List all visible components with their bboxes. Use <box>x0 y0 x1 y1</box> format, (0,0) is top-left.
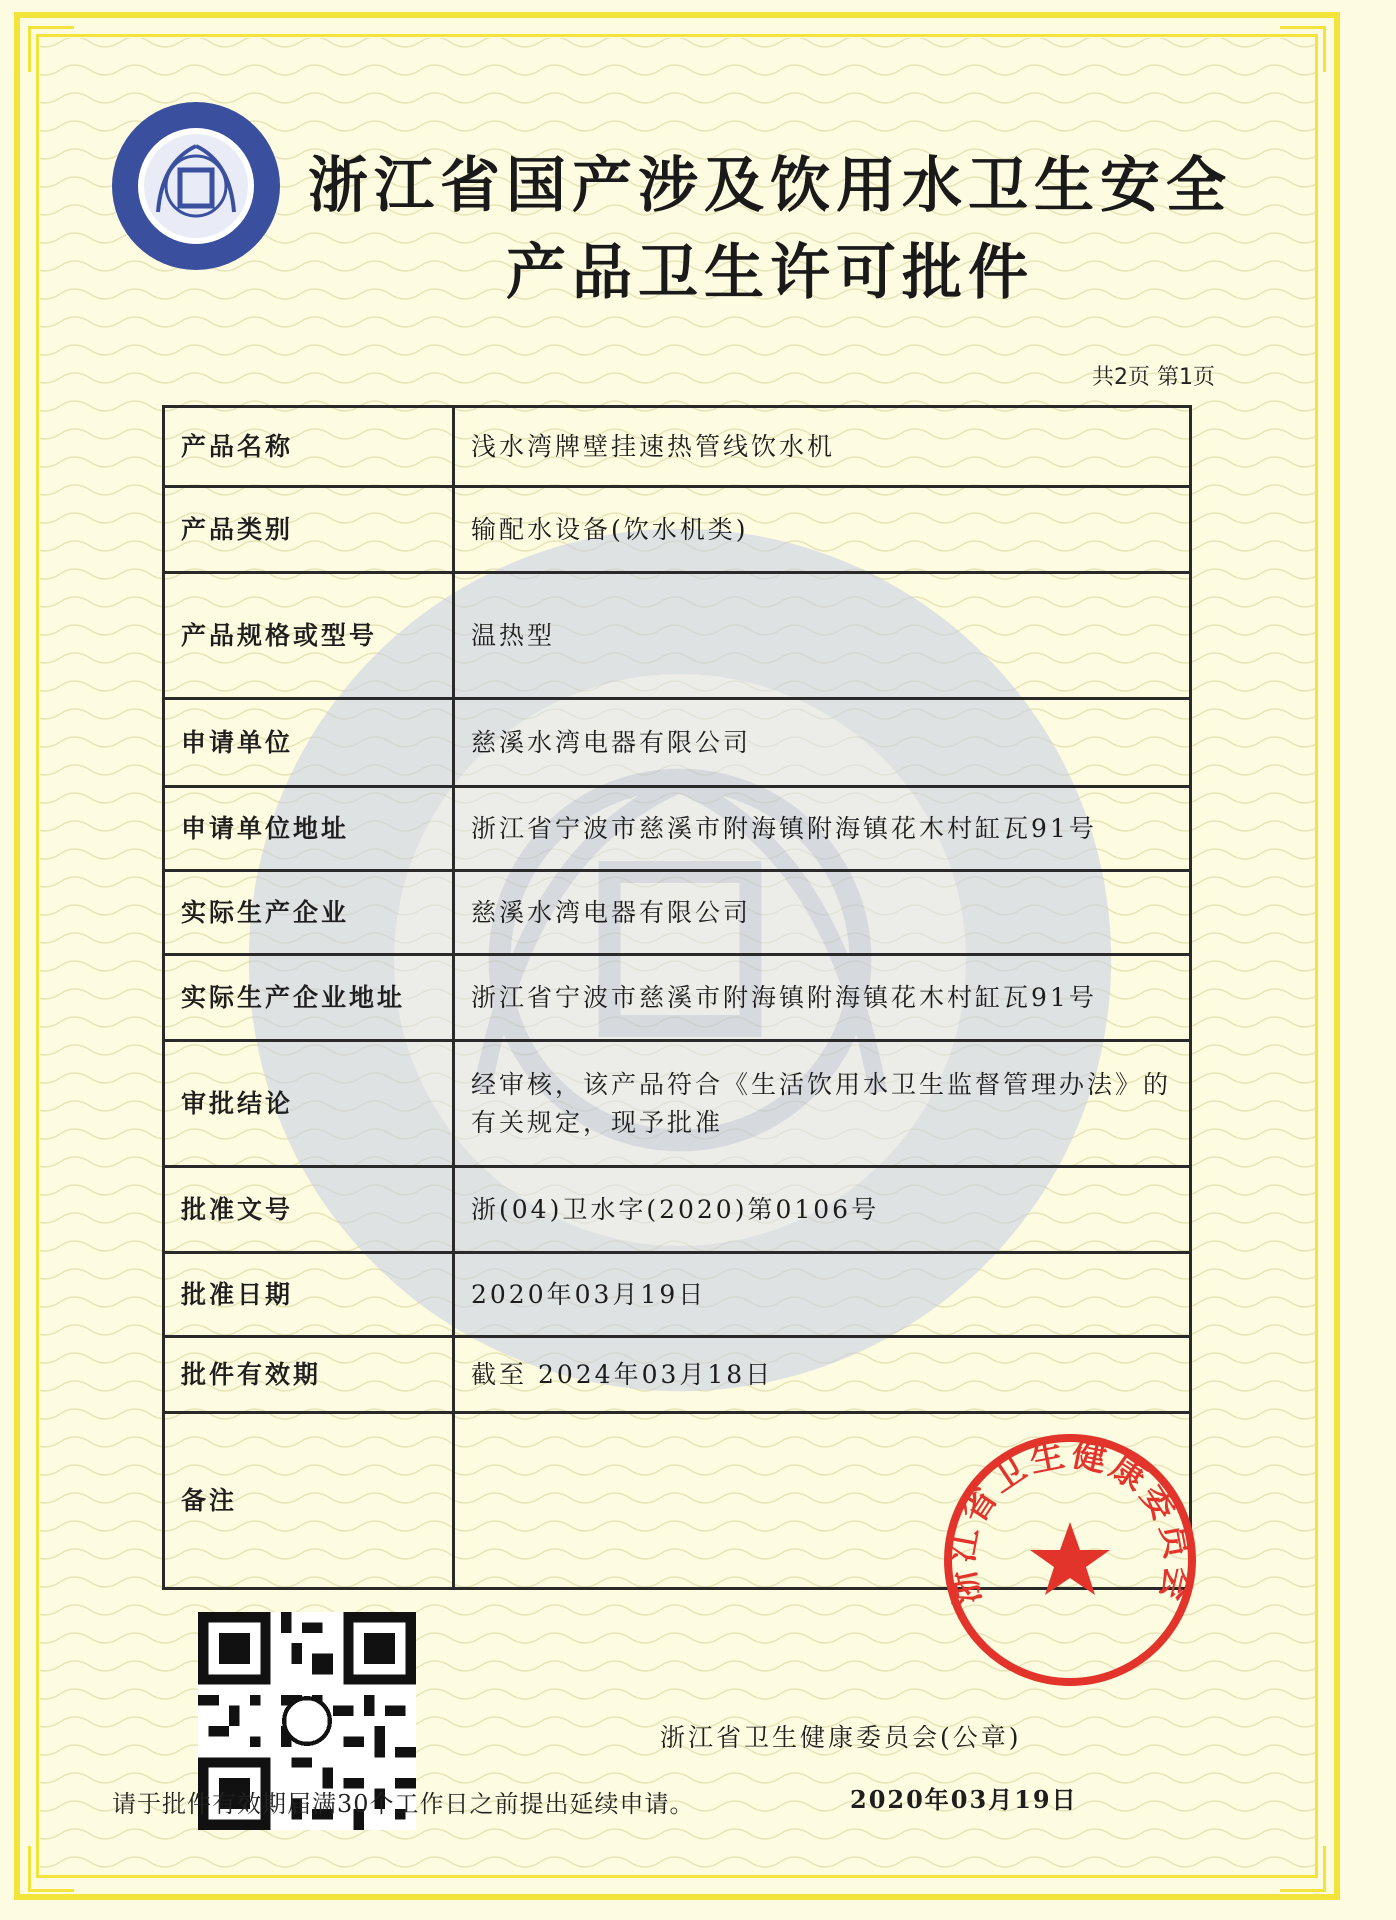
row-value: 输配水设备(饮水机类) <box>454 487 1191 573</box>
row-label: 产品规格或型号 <box>164 573 454 699</box>
table-row <box>164 407 1191 487</box>
row-label: 审批结论 <box>164 1041 454 1167</box>
table-row <box>164 1337 1191 1413</box>
permit-details-table <box>162 405 1192 1590</box>
corner-ornament <box>28 26 74 72</box>
row-label: 产品类别 <box>164 487 454 573</box>
table-row <box>164 1041 1191 1167</box>
table-row <box>164 1167 1191 1253</box>
row-label: 实际生产企业地址 <box>164 955 454 1041</box>
issuing-authority: 浙江省卫生健康委员会(公章) <box>660 1723 1022 1752</box>
row-label: 申请单位 <box>164 699 454 787</box>
svg-text:浙江省卫生健康委员会 <box>942 1434 1199 1608</box>
row-label: 产品名称 <box>164 407 454 487</box>
row-label: 实际生产企业 <box>164 871 454 955</box>
row-label: 批准文号 <box>164 1167 454 1253</box>
row-label: 申请单位地址 <box>164 787 454 871</box>
health-inspection-emblem <box>110 100 282 272</box>
document-title-line1: 浙江省国产涉及饮用水卫生安全 <box>308 151 1232 221</box>
row-value: 慈溪水湾电器有限公司 <box>454 871 1191 955</box>
table-row <box>164 787 1191 871</box>
corner-ornament <box>28 1846 74 1892</box>
row-value: 2020年03月19日 <box>454 1253 1191 1337</box>
row-value: 慈溪水湾电器有限公司 <box>454 699 1191 787</box>
row-label: 备注 <box>164 1413 454 1589</box>
row-label: 批件有效期 <box>164 1337 454 1413</box>
table-row <box>164 573 1191 699</box>
row-label: 批准日期 <box>164 1253 454 1337</box>
table-row <box>164 1253 1191 1337</box>
renewal-notice: 请于批件有效期届满30个工作日之前提出延续申请。 <box>112 1790 695 1818</box>
corner-ornament <box>1280 1846 1326 1892</box>
row-value: 浙江省宁波市慈溪市附海镇附海镇花木村缸瓦91号 <box>454 787 1191 871</box>
table-row <box>164 699 1191 787</box>
table-row <box>164 955 1191 1041</box>
row-value: 浙(04)卫水字(2020)第0106号 <box>454 1167 1191 1253</box>
official-seal <box>940 1430 1200 1690</box>
row-value: 浅水湾牌壁挂速热管线饮水机 <box>454 407 1191 487</box>
row-value: 浙江省宁波市慈溪市附海镇附海镇花木村缸瓦91号 <box>454 955 1191 1041</box>
table-row <box>164 871 1191 955</box>
row-value: 温热型 <box>454 573 1191 699</box>
issue-date: 2020年03月19日 <box>850 1785 1078 1814</box>
document-title-line2: 产品卫生许可批件 <box>506 238 1034 308</box>
row-value: 经审核，该产品符合《生活饮用水卫生监督管理办法》的有关规定，现予批准 <box>454 1041 1191 1167</box>
corner-ornament <box>1280 26 1326 72</box>
seal-text: 浙江省卫生健康委员会 <box>941 1434 1199 1609</box>
row-value: 截至 2024年03月18日 <box>454 1337 1191 1413</box>
page-indicator: 共2页 第1页 <box>1092 365 1215 390</box>
table-row <box>164 487 1191 573</box>
